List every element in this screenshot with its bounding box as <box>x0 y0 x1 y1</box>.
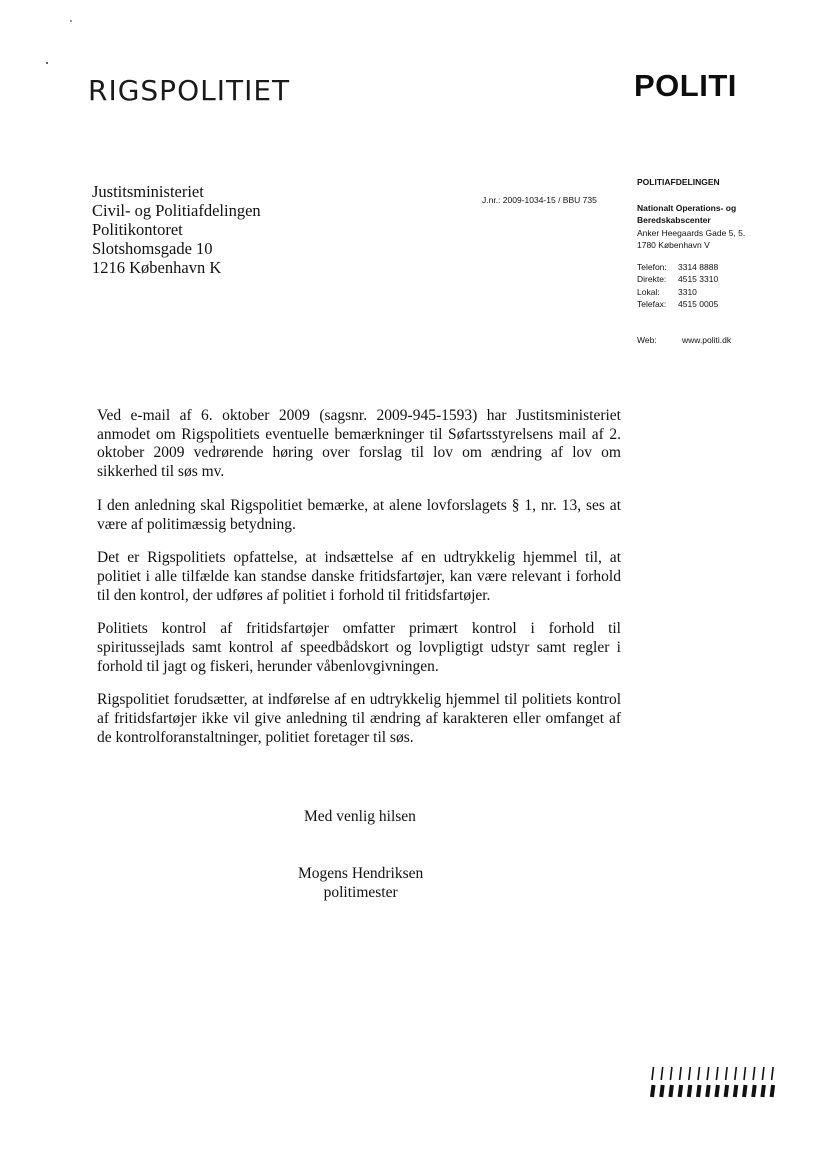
barcode-bar <box>762 1067 764 1080</box>
barcode-bar <box>762 1085 764 1097</box>
barcode-bar <box>753 1085 755 1097</box>
barcode-bar <box>716 1067 718 1080</box>
barcode-bar <box>744 1067 746 1080</box>
contact-label: Telefon: <box>637 261 667 272</box>
barcode-bar <box>689 1085 691 1097</box>
contact-label: Lokal: <box>637 286 660 297</box>
barcode-bar <box>726 1085 728 1097</box>
barcode-bar <box>670 1067 672 1080</box>
contact-label: Web: <box>637 334 657 345</box>
barcode-bar <box>680 1085 682 1097</box>
body-paragraph: Politiets kontrol af fritidsfartøjer omfatter primært kontrol i forhold til spiritussejlads samt kontrol af speedbådskort og lovpligtigt udstyr samt regler i forhold til jagt og fiskeri, herunder våbenlovgivningen. <box>97 620 621 675</box>
barcode-bar <box>772 1067 774 1080</box>
contact-value: 3314 8888 <box>678 261 719 272</box>
contact-local <box>637 286 745 299</box>
contact-value: 4515 0005 <box>678 299 719 309</box>
contact-fax <box>637 298 745 311</box>
barcode-bar <box>652 1085 654 1097</box>
barcode-bar <box>744 1085 746 1097</box>
recipient-line: Civil- og Politiafdelingen <box>92 201 261 220</box>
barcode-bar <box>772 1085 774 1097</box>
barcode-bar <box>726 1067 728 1080</box>
barcode-bar <box>707 1085 709 1097</box>
barcode-bar <box>670 1085 672 1097</box>
body-paragraph: Ved e-mail af 6. oktober 2009 (sagsnr. 2009-945-1593) har Justitsministeriet anmodet om Rigspolitiets eventuelle bemærkninger til Søfartsstyrelsens mail af 2. oktober 2009 vedrørende høring over forslag til lov om ændring af lov om sikkerhed til søs mv. <box>97 407 621 481</box>
recipient-address <box>92 182 261 277</box>
contact-value: 3310 <box>678 286 697 297</box>
barcode-bar <box>689 1067 691 1080</box>
body-paragraph: Rigspolitiet forudsætter, at indførelse af en udtrykkelig hjemmel til politiets kontrol af fritidsfartøjer ikke vil give anledning til ændring af karakteren eller omfanget af de kontrolforanstaltninger, politiet foretager til søs. <box>97 691 621 746</box>
politi-logo: POLITI <box>634 68 737 103</box>
recipient-line: Politikontoret <box>92 220 183 239</box>
barcode-bar <box>707 1067 709 1080</box>
closing-greeting: Med venlig hilsen <box>304 808 416 825</box>
signer-name: Mogens Hendriksen <box>298 865 424 882</box>
sender-department: POLITIAFDELINGEN <box>637 177 720 187</box>
sender-address-line: Anker Heegaards Gade 5, 5. <box>637 227 746 238</box>
body-paragraph: I den anledning skal Rigspolitiet bemærke, at alene lovforslagets § 1, nr. 13, ses at være af politimæssig betydning. <box>97 496 621 533</box>
barcode-bar <box>698 1067 700 1080</box>
sender-info <box>637 176 745 346</box>
scan-speck <box>70 20 72 22</box>
signature-block <box>298 864 423 902</box>
barcode-bar <box>698 1085 700 1097</box>
barcode-bar <box>716 1085 718 1097</box>
contact-value: www.politi.dk <box>682 334 732 345</box>
barcode-top-row <box>652 1067 773 1080</box>
contact-phone <box>637 261 745 274</box>
recipient-line: Justitsministeriet <box>92 182 204 201</box>
barcode-bottom-row <box>652 1085 773 1097</box>
barcode-bar <box>680 1067 682 1080</box>
barcode-bar <box>661 1085 663 1097</box>
letter-body <box>97 407 621 763</box>
recipient-line: 1216 København K <box>92 258 222 277</box>
sender-address-line: 1780 København V <box>637 240 710 250</box>
journal-number: J.nr.: 2009-1034-15 / BBU 735 <box>482 195 597 205</box>
barcode-icon <box>649 1065 781 1099</box>
contact-label: Direkte: <box>637 274 667 284</box>
sender-unit-line: Beredskabscenter <box>637 215 711 225</box>
rigspolitiet-wordmark: RIGSPOLITIET <box>88 74 291 107</box>
barcode-bar <box>735 1067 737 1080</box>
contact-direct <box>637 273 745 286</box>
signer-title: politimester <box>323 884 398 901</box>
contact-value: 4515 3310 <box>678 274 719 284</box>
contact-label: Telefax: <box>637 299 667 309</box>
body-paragraph: Det er Rigspolitiets opfattelse, at indsættelse af en udtrykkelig hjemmel til, at politiet i alle tilfælde kan standse danske fritidsfartøjer, kan være relevant i forhold til den kontrol, der udføres af politiet i forhold til fritidsfartøjer. <box>97 549 621 604</box>
barcode-bar <box>753 1067 755 1080</box>
contact-web <box>637 334 745 347</box>
sender-unit-line: Nationalt Operations- og <box>637 202 737 213</box>
scan-speck <box>46 62 48 64</box>
barcode-bar <box>661 1067 663 1080</box>
recipient-line: Slotshomsgade 10 <box>92 239 213 258</box>
barcode-bar <box>735 1085 737 1097</box>
barcode-bar <box>652 1067 654 1080</box>
